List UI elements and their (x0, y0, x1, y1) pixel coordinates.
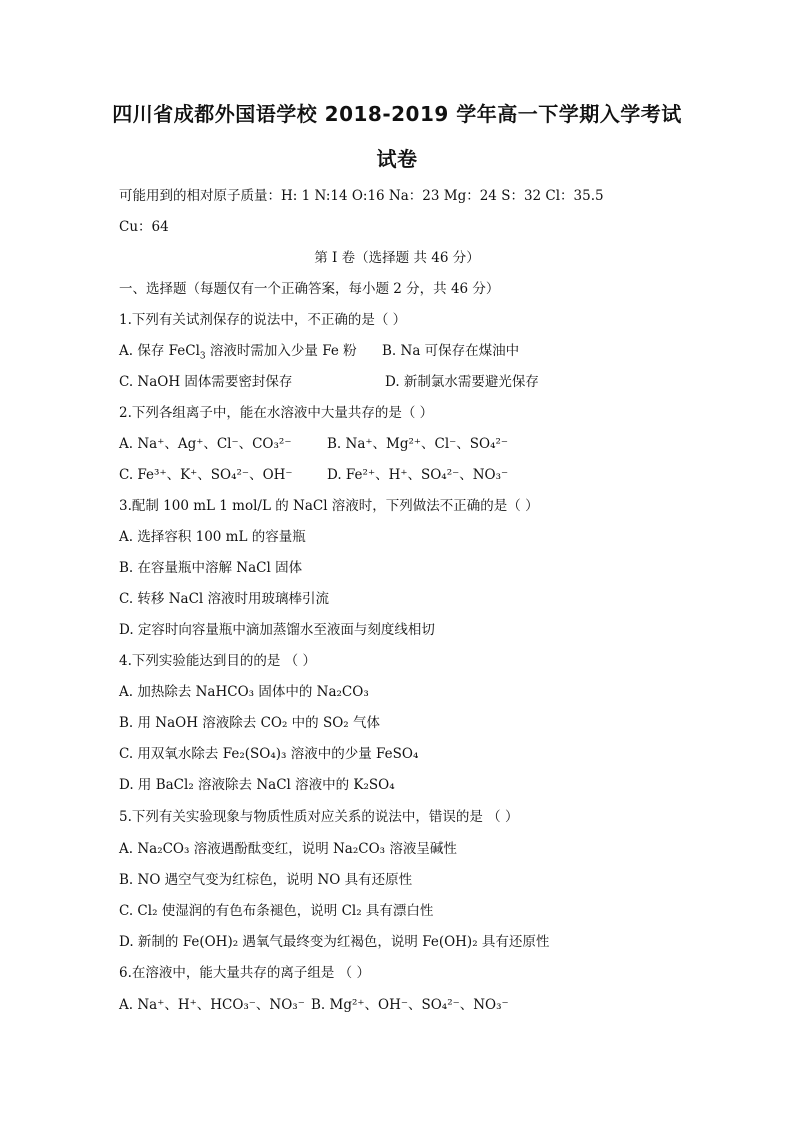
q2-stem: 2.下列各组离子中，能在水溶液中大量共存的是（ ） (119, 405, 434, 421)
q5-stem: 5.下列有关实验现象与物质性质对应关系的说法中，错误的是 （ ） (119, 809, 519, 825)
q6-stem: 6.在溶液中，能大量共存的离子组是 （ ） (119, 965, 370, 981)
q1-stem: 1.下列有关试剂保存的说法中，不正确的是（ ） (119, 312, 407, 328)
q1-option-a-subscript: 3 (199, 351, 206, 362)
q6-option-a: A. Na⁺、H⁺、HCO₃⁻、NO₃⁻ (119, 997, 305, 1013)
q3-option-a: A. 选择容积 100 mL 的容量瓶 (119, 529, 306, 545)
exam-title-line1: 四川省成都外国语学校 2018-2019 学年高一下学期入学考试 (112, 102, 682, 126)
q1-option-d: D. 新制氯水需要避光保存 (385, 374, 539, 390)
q4-option-d: D. 用 BaCl₂ 溶液除去 NaCl 溶液中的 K₂SO₄ (119, 777, 395, 793)
q5-option-a: A. Na₂CO₃ 溶液遇酚酞变红，说明 Na₂CO₃ 溶液呈碱性 (119, 841, 457, 857)
q2-option-d: D. Fe²⁺、H⁺、SO₄²⁻、NO₃⁻ (327, 467, 509, 483)
q3-stem: 3.配制 100 mL 1 mol/L 的 NaCl 溶液时，下列做法不正确的是（ ） (119, 498, 539, 514)
q2-option-a: A. Na⁺、Ag⁺、Cl⁻、CO₃²⁻ (119, 436, 292, 452)
q5-option-b: B. NO 遇空气变为红棕色，说明 NO 具有还原性 (119, 872, 413, 888)
q4-option-b: B. 用 NaOH 溶液除去 CO₂ 中的 SO₂ 气体 (119, 715, 380, 731)
q3-option-d: D. 定容时向容量瓶中滴加蒸馏水至液面与刻度线相切 (119, 622, 435, 638)
q2-option-b: B. Na⁺、Mg²⁺、Cl⁻、SO₄²⁻ (327, 436, 509, 452)
q4-option-c: C. 用双氧水除去 Fe₂(SO₄)₃ 溶液中的少量 FeSO₄ (119, 746, 419, 762)
q6-option-b: B. Mg²⁺、OH⁻、SO₄²⁻、NO₃⁻ (311, 997, 509, 1013)
q3-option-b: B. 在容量瓶中溶解 NaCl 固体 (119, 560, 303, 576)
q1-option-a-text-rest: 溶液时需加入少量 Fe 粉 (205, 343, 357, 359)
q5-option-d: D. 新制的 Fe(OH)₂ 遇氧气最终变为红褐色，说明 Fe(OH)₂ 具有还原性 (119, 934, 550, 950)
q1-option-a-text: A. 保存 FeCl (119, 343, 200, 359)
part1-heading: 第 I 卷（选择题 共 46 分） (314, 250, 480, 266)
q4-option-a: A. 加热除去 NaHCO₃ 固体中的 Na₂CO₃ (119, 684, 369, 700)
q5-option-c: C. Cl₂ 使湿润的有色布条褪色，说明 Cl₂ 具有漂白性 (119, 903, 434, 919)
atomic-mass-line: 可能用到的相对原子质量：H: 1 N:14 O:16 Na：23 Mg：24 S：32 Cl：35.5 (119, 188, 604, 204)
q4-stem: 4.下列实验能达到目的的是 （ ） (119, 653, 316, 669)
q2-option-c: C. Fe³⁺、K⁺、SO₄²⁻、OH⁻ (119, 467, 293, 483)
exam-title-line2: 试卷 (376, 147, 418, 171)
q1-option-a (119, 342, 357, 360)
q1-option-b: B. Na 可保存在煤油中 (382, 343, 520, 359)
section1-heading: 一、选择题（每题仅有一个正确答案，每小题 2 分，共 46 分） (119, 281, 500, 297)
q1-option-c: C. NaOH 固体需要密封保存 (119, 374, 293, 390)
atomic-mass-line-cont: Cu：64 (119, 219, 169, 235)
q3-option-c: C. 转移 NaCl 溶液时用玻璃棒引流 (119, 591, 330, 607)
